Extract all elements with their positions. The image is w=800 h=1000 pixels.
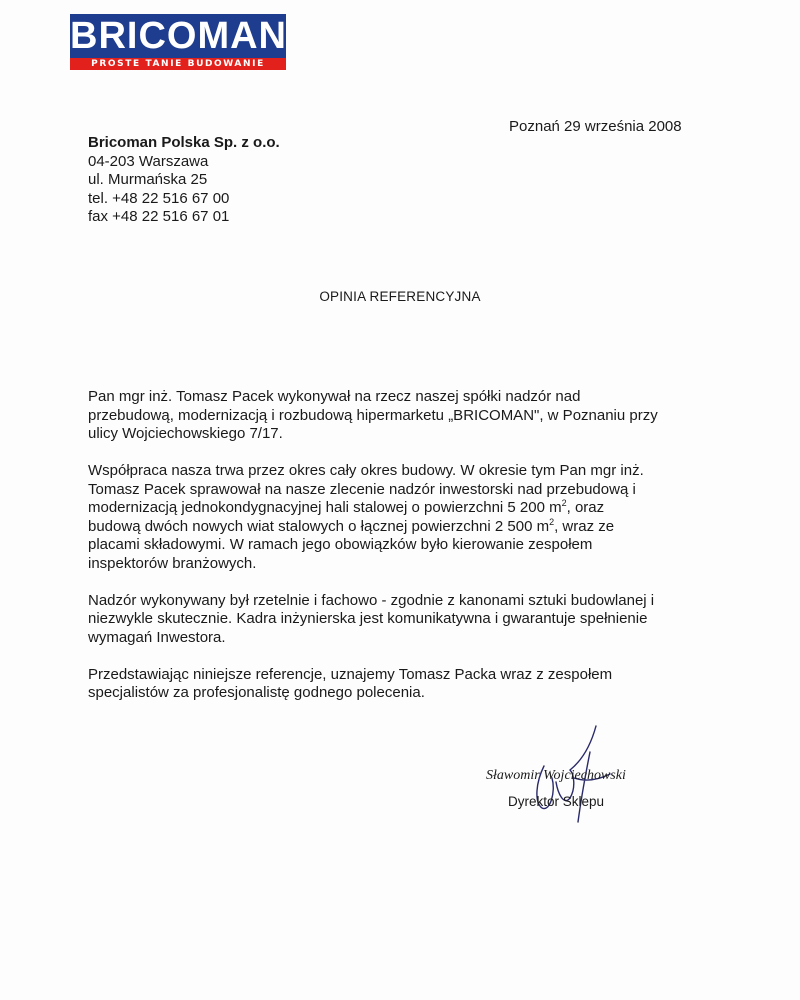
letter-body xyxy=(88,388,708,721)
signatory-role: Dyrektor Sklepu xyxy=(508,794,605,809)
text-segment: budową dwóch nowych wiat stalowych o łącznej powierzchni 2 500 m xyxy=(88,517,550,535)
text-line xyxy=(88,499,708,518)
signature-block xyxy=(486,722,666,832)
text-line: Przedstawiając niniejsze referencje, uznajemy Tomasz Packa wraz z zespołem xyxy=(88,665,613,683)
text-line: przebudową, modernizacją i rozbudową hipermarketu „BRICOMAN", w Poznaniu przy xyxy=(88,406,658,424)
bricoman-logo xyxy=(70,14,286,70)
text-line: inspektorów branżowych. xyxy=(88,554,257,572)
signatory-name: Sławomir Wojciechowski xyxy=(486,768,626,783)
text-line: niezwykle skutecznie. Kadra inżynierska jest komunikatywna i gwarantuje spełnienie xyxy=(88,610,648,627)
text-line: Tomasz Pacek sprawował na nasze zlecenie nadzór inwestorski nad przebudową i xyxy=(88,480,636,498)
sender-street: ul. Murmańska 25 xyxy=(88,171,208,188)
sender-fax: fax +48 22 516 67 01 xyxy=(88,208,230,225)
sender-tel: tel. +48 22 516 67 00 xyxy=(88,189,230,207)
text-line xyxy=(88,518,708,537)
superscript: 2 xyxy=(549,516,555,527)
text-line: Nadzór wykonywany był rzetelnie i fachowo - zgodnie z kanonami sztuki budowlanej i xyxy=(88,591,655,609)
text-segment: modernizacją jednokondygnacyjnej hali stalowej o powierzchni 5 200 m xyxy=(88,499,562,516)
text-line: Pan mgr inż. Tomasz Pacek wykonywał na rzecz naszej spółki nadzór nad xyxy=(88,388,581,405)
letter-title: OPINIA REFERENCYJNA xyxy=(319,289,481,304)
text-line: ulicy Wojciechowskiego 7/17. xyxy=(88,425,283,442)
sender-company: Bricoman Polska Sp. z o.o. xyxy=(88,134,280,151)
text-line: placami składowymi. W ramach jego obowiązków było kierowanie zespołem xyxy=(88,536,593,553)
logo-tagline: PROSTE TANIE BUDOWANIE xyxy=(70,58,286,70)
logo-wordmark: BRICOMAN xyxy=(70,15,287,57)
letter-date: Poznań 29 września 2008 xyxy=(509,118,682,135)
paragraph-3 xyxy=(88,592,708,648)
sender-city: 04-203 Warszawa xyxy=(88,152,209,170)
paragraph-2 xyxy=(88,462,708,573)
text-segment: , oraz xyxy=(566,499,605,516)
text-segment: , wraz ze xyxy=(554,517,615,535)
superscript: 2 xyxy=(561,498,567,508)
text-line: specjalistów za profesjonalistę godnego polecenia. xyxy=(88,684,425,701)
text-line: Współpraca nasza trwa przez okres cały okres budowy. W okresie tym Pan mgr inż. xyxy=(88,462,644,479)
paragraph-4 xyxy=(88,666,708,703)
paragraph-1 xyxy=(88,388,708,444)
text-line: wymagań Inwestora. xyxy=(88,628,226,646)
sender-address xyxy=(88,134,280,227)
